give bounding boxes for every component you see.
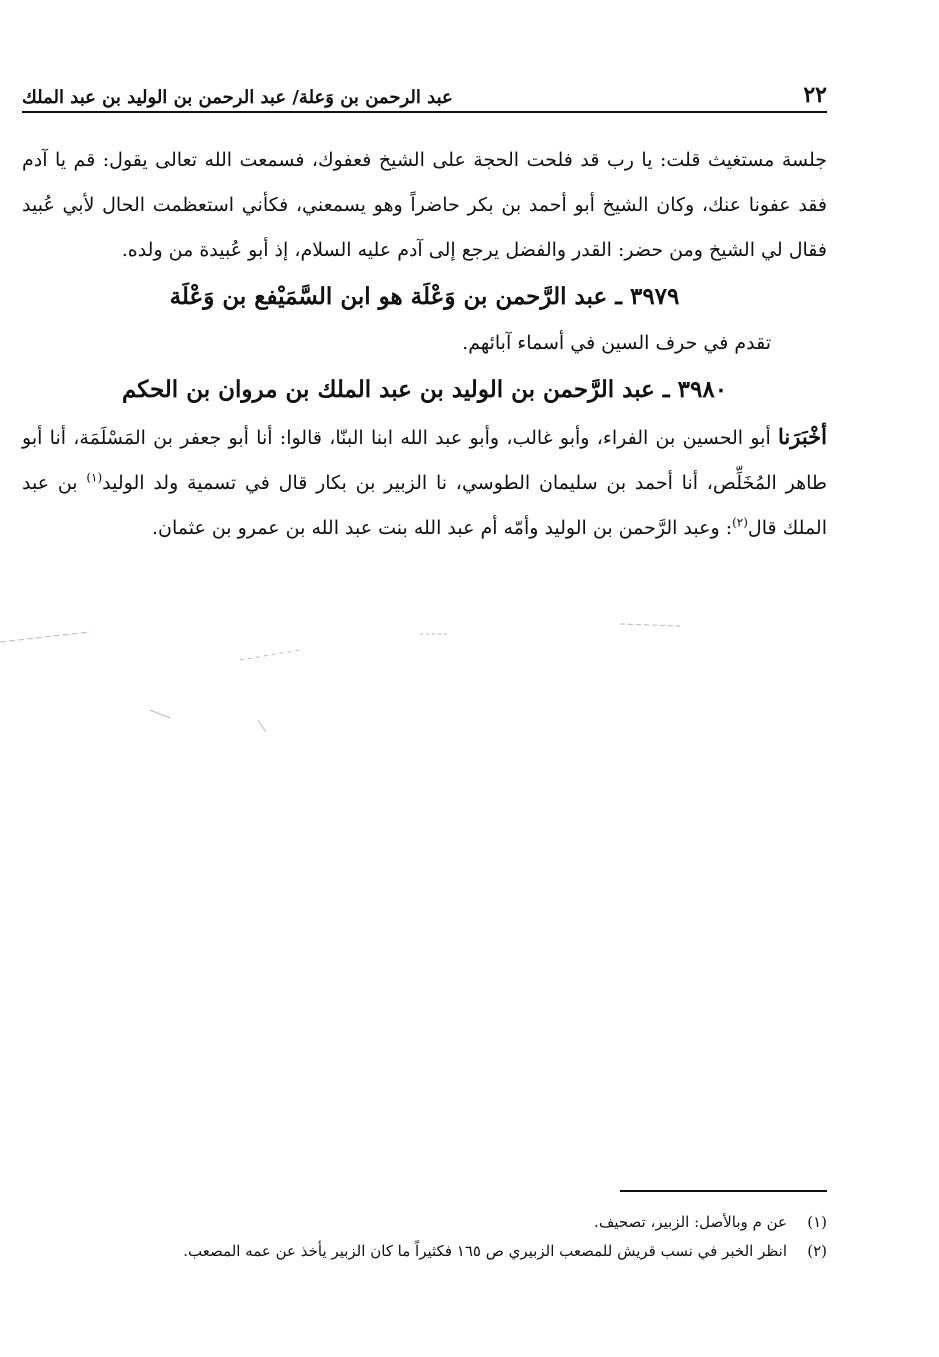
entry-text-3980 [22,414,827,551]
footnote-rule [620,1190,827,1192]
entry-text-3979: تقدم في حرف السين في أسماء آبائهم. [462,332,771,354]
footnote-ref-1[interactable]: (١) [86,470,103,485]
running-title: عبد الرحمن بن وَعلة/ عبد الرحمن بن الوليد بن عبد الملك [22,87,453,108]
entry-text-part1: أبو الحسين بن الفراء، وأبو غالب، وأبو عبد الله ابنا البنّا، قالوا: أنا أبو جعفر بن المَسْلَمَة، أنا أبو طاهر المُخَلِّص، أنا أحمد بن سليمان الطوسي، نا الزبير بن بكار قال في تسمية ولد الوليد [22,427,827,494]
lead-word: أخْبَرَنا [778,424,827,449]
footnote-2 [22,1237,827,1266]
footnote-1 [22,1208,827,1237]
footnote-2-text: انظر الخبر في نسب قريش للمصعب الزبيري ص ١٦٥ فكثيراً ما كان الزبير يأخذ عن عمه المصعب. [183,1242,787,1260]
footnote-2-mark: (٢) [807,1242,827,1260]
header-rule [22,111,827,113]
footnote-ref-2[interactable]: (٢) [732,515,748,530]
running-head [22,72,827,108]
footnotes [22,1208,827,1266]
footnote-1-mark: (١) [807,1213,827,1231]
entry-heading-3979: ٣٩٧٩ ـ عبد الرَّحمن بن وَعْلَة هو ابن السَّمَيْفع بن وَعْلَة [169,283,680,310]
entry-text-part3: : وعبد الرَّحمن بن الوليد وأمّه أم عبد الله بنت عبد الله بن عمرو بن عثمان. [151,517,733,539]
scan-artifacts [0,600,939,780]
paragraph-continuation: جلسة مستغيث قلت: يا رب قد فلحت الحجة على الشيخ فعفوك، فسمعت الله تعالى يقول: قم يا آدم فقد عفونا عنك، وكان الشيخ أبو أحمد بن بكر حاضراً وهو يسمعني، فكأني استعظمت الحال لأبي عُبيد فقال لي الشيخ ومن حضر: القدر والفضل يرجع إلى آدم عليه السلام، إذ أبو عُبيدة من ولده. [22,149,827,261]
footnote-1-text: عن م وبالأصل: الزبير، تصحيف. [594,1213,787,1231]
entry-text-part2: بن عبد الملك قال [22,472,827,539]
main-text [22,138,827,551]
entry-heading-3980: ٣٩٨٠ ـ عبد الرَّحمن بن الوليد بن عبد الملك بن مروان بن الحكم [121,376,728,403]
page-number: ٢٢ [803,82,827,108]
